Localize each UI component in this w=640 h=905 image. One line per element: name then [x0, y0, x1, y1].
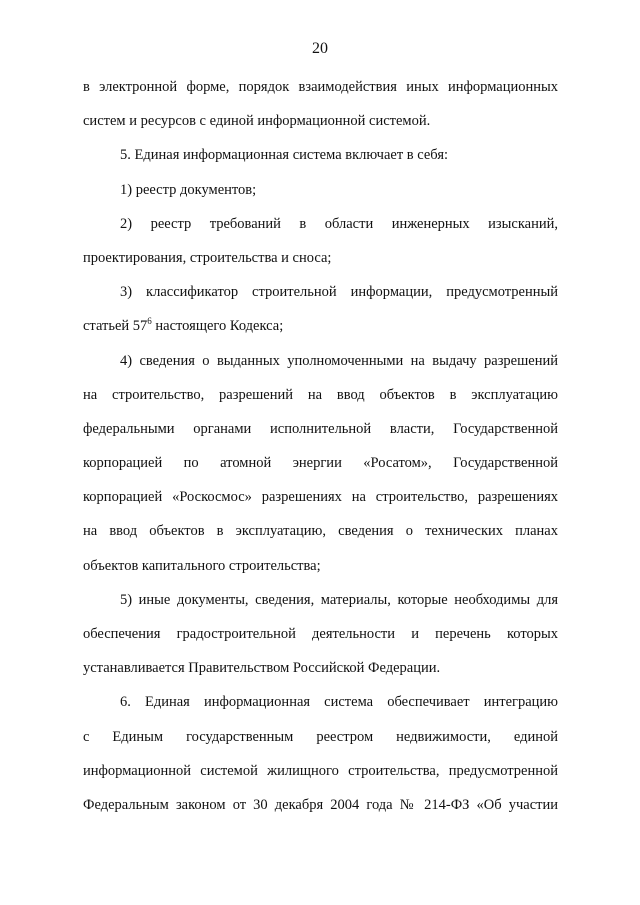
text-line: устанавливается Правительством Российской Федерации.	[83, 660, 441, 677]
text-line: на ввод объектов в эксплуатацию, сведения о технических планах	[83, 523, 558, 540]
text-line: корпорацией по атомной энергии «Росатом», Государственной	[83, 455, 558, 472]
list-item-4: 4) сведения о выданных уполномоченными на выдачу разрешений	[120, 352, 558, 369]
list-item-5: 5) иные документы, сведения, материалы, которые необходимы для	[120, 591, 558, 608]
text-fragment: статьей 57	[83, 318, 148, 335]
document-body	[83, 70, 558, 822]
superscript: 6	[147, 316, 152, 327]
text-line: на строительство, разрешений на ввод объектов в эксплуатацию	[83, 386, 558, 403]
text-line: информационной системой жилищного строительства, предусмотренной	[83, 762, 558, 779]
text-line: обеспечения градостроительной деятельности и перечень которых	[83, 626, 558, 642]
paragraph-5-heading: 5. Единая информационная система включает в себя:	[120, 147, 449, 164]
text-fragment: настоящего Кодекса;	[151, 318, 284, 335]
list-item-1: 1) реестр документов;	[120, 181, 257, 198]
text-line: Федеральным законом от 30 декабря 2004 года № 214-ФЗ «Об участии	[83, 796, 558, 813]
list-item-2: 2) реестр требований в области инженерных изысканий,	[120, 215, 558, 232]
text-line: с Единым государственным реестром недвижимости, единой	[83, 728, 558, 745]
paragraph-6: 6. Единая информационная система обеспечивает интеграцию	[120, 694, 558, 711]
text-line: объектов капитального строительства;	[83, 557, 321, 574]
text-line: федеральными органами исполнительной власти, Государственной	[83, 420, 558, 437]
page-number: 20	[312, 40, 328, 57]
list-item-3: 3) классификатор строительной информации, предусмотренный	[120, 284, 558, 301]
text-line: проектирования, строительства и сноса;	[83, 249, 332, 266]
text-line: корпорацией «Роскосмос» разрешениях на строительство, разрешениях	[83, 489, 558, 506]
text-line: систем и ресурсов с единой информационной системой.	[83, 113, 431, 130]
text-line: в электронной форме, порядок взаимодействия иных информационных	[83, 79, 558, 95]
text-line	[83, 309, 558, 343]
